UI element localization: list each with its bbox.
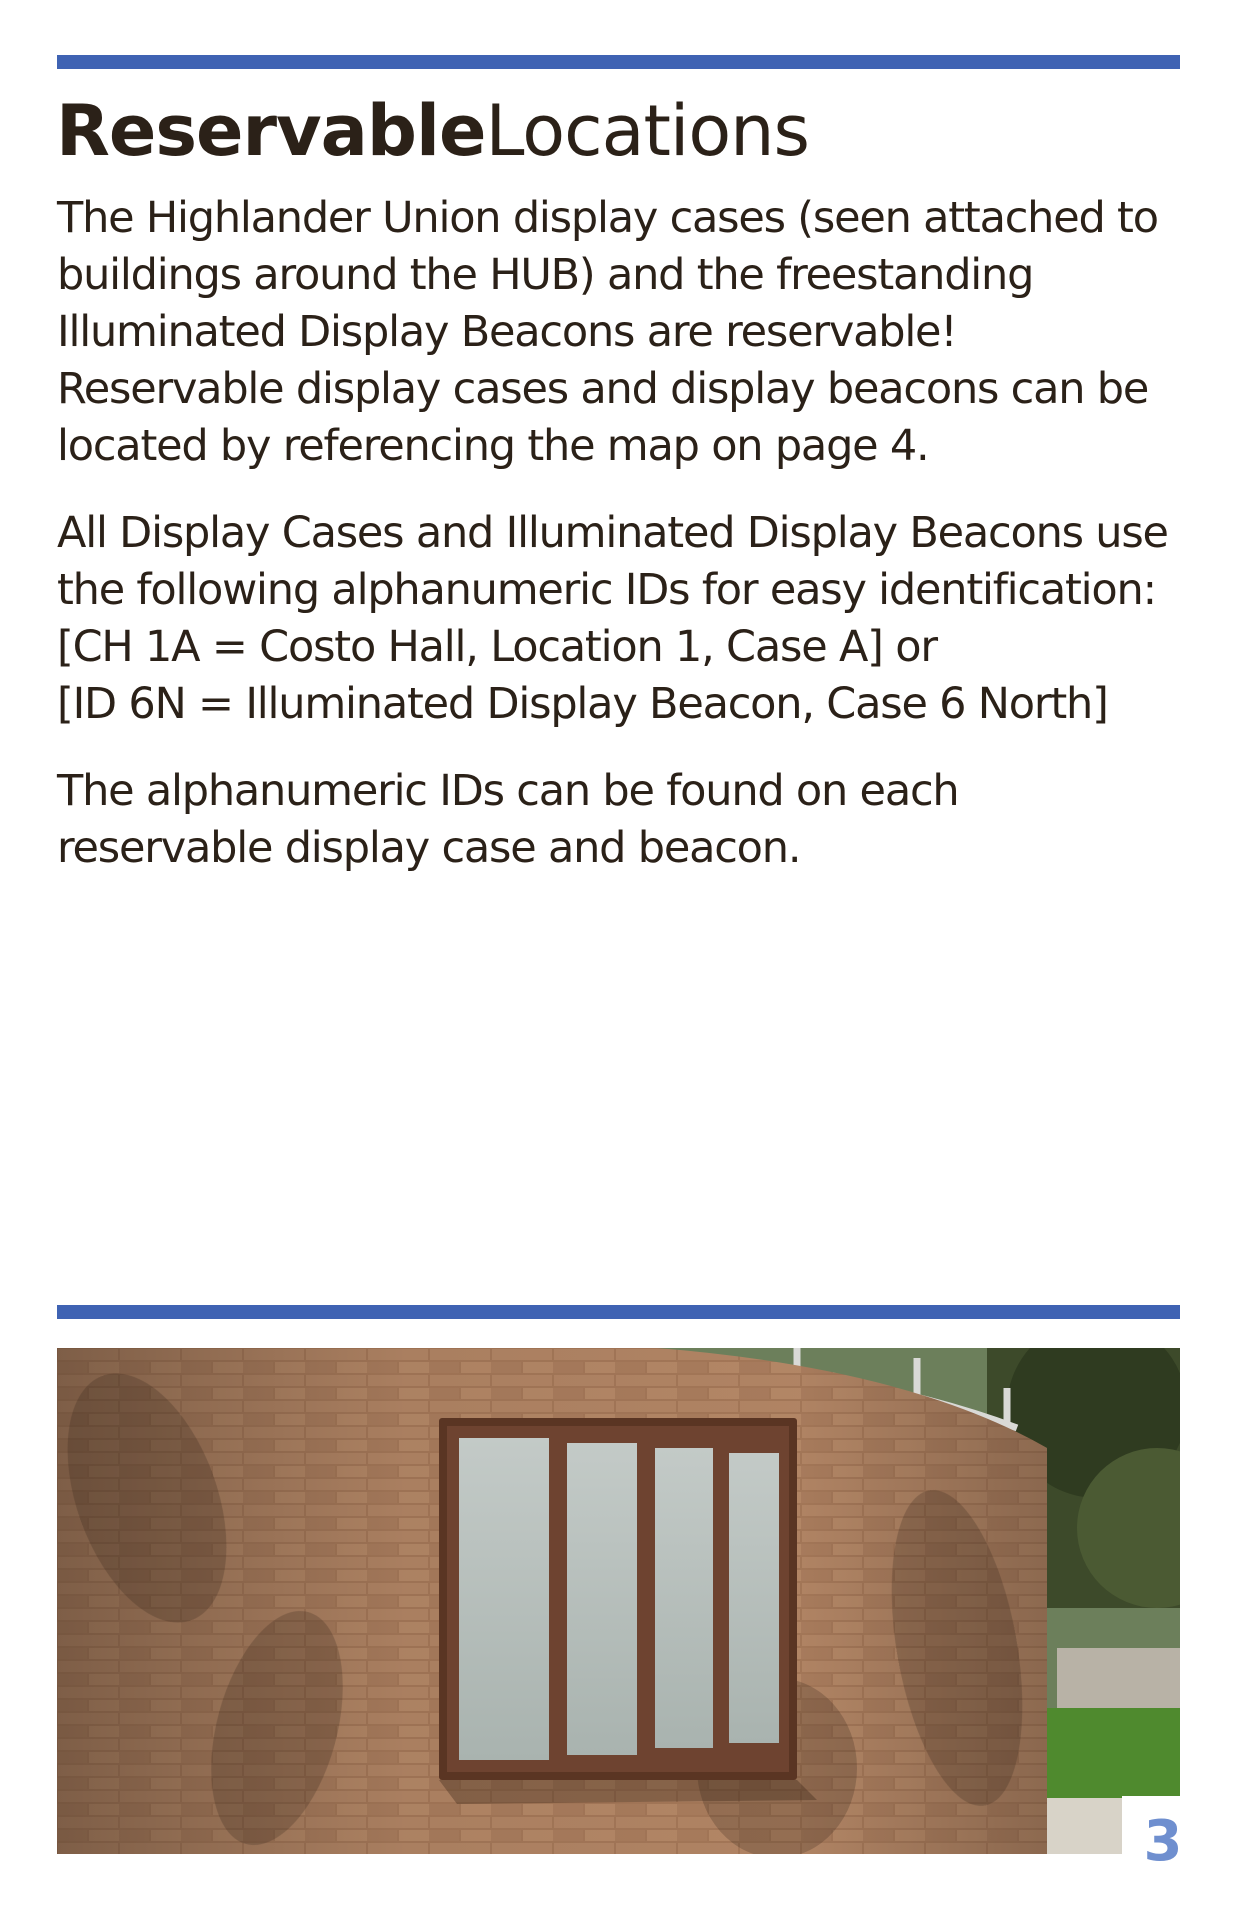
text-line: located by referencing the map on page 4. (57, 421, 929, 471)
top-divider (57, 55, 1180, 69)
title-bold-part: Reservable (56, 90, 486, 172)
paragraph-location (57, 763, 1187, 877)
paragraph-intro (57, 190, 1187, 475)
text-line: Reservable display cases and display beacons can be (57, 364, 1149, 414)
text-line: The Highlander Union display cases (seen attached to (57, 193, 1158, 243)
page-number: 3 (1122, 1796, 1204, 1878)
paragraph-ids (57, 505, 1187, 733)
mid-divider (57, 1305, 1180, 1319)
display-case-photo (57, 1348, 1180, 1854)
text-line: the following alphanumeric IDs for easy identification: (57, 565, 1156, 615)
text-line: [CH 1A = Costo Hall, Location 1, Case A] or (57, 622, 937, 672)
page-title (56, 90, 810, 172)
text-line: All Display Cases and Illuminated Display Beacons use (57, 508, 1168, 558)
text-line: Illuminated Display Beacons are reservable! (57, 307, 957, 357)
body-text (57, 190, 1187, 907)
text-line: [ID 6N = Illuminated Display Beacon, Case 6 North] (57, 679, 1108, 729)
text-line: reservable display case and beacon. (57, 823, 801, 873)
title-light-part: Locations (485, 90, 810, 172)
text-line: buildings around the HUB) and the freestanding (57, 250, 1034, 300)
text-line: The alphanumeric IDs can be found on each (57, 766, 959, 816)
